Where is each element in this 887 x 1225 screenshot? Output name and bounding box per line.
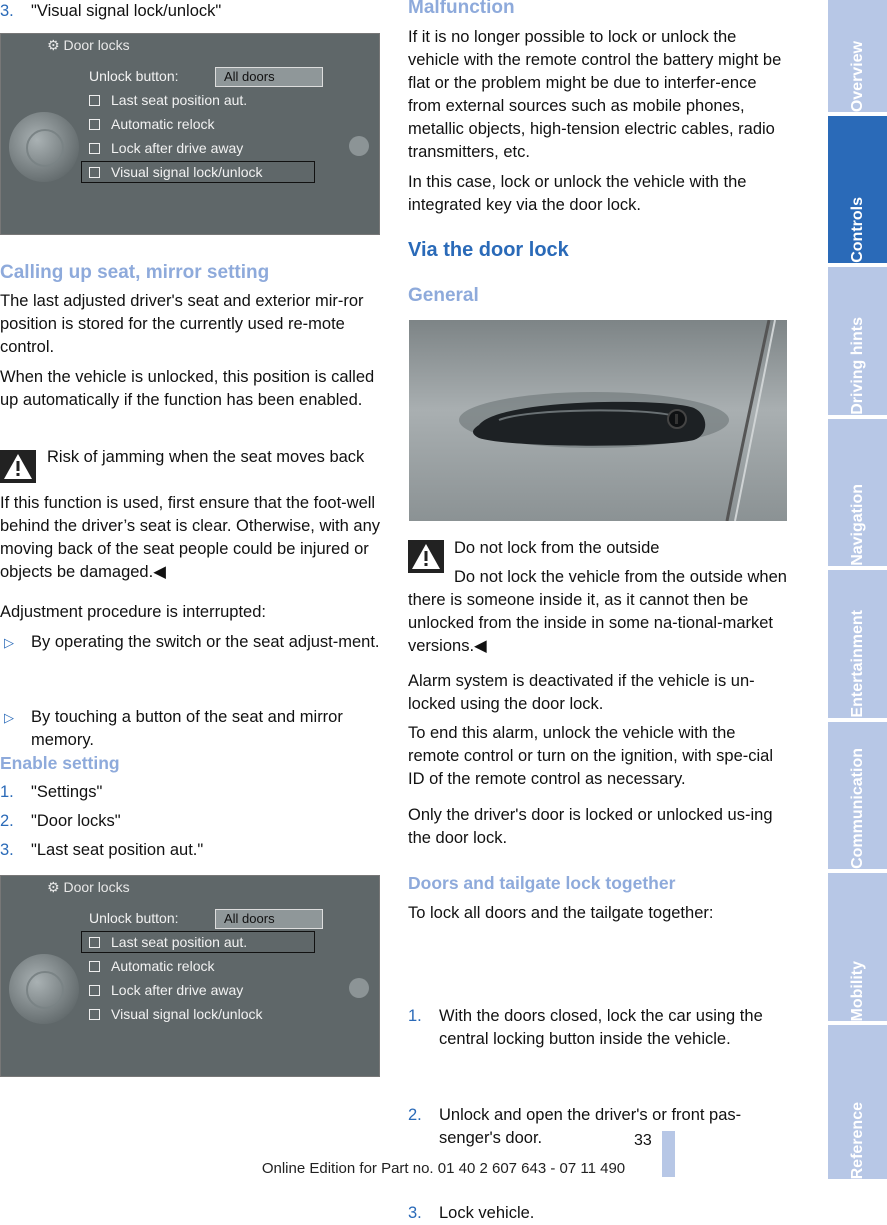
para-malfunction: If it is no longer possible to lock or unlock the vehicle with the remote control the battery might be flat or the problem might be due to interfer-ence from external sources such as mobile phones, metallic objects, high-tension electric cables, radio transmitters, etc. xyxy=(408,28,782,161)
warning-jamming-title: Risk of jamming when the seat moves back xyxy=(47,448,365,466)
unlock-label: Unlock button: xyxy=(89,68,179,84)
tailgate-step-1: 1. With the doors closed, lock the car using the central locking button inside the vehicle. xyxy=(408,1007,763,1048)
footer-edition: Online Edition for Part no. 01 40 2 607 643 - 07 11 490 xyxy=(261,1160,626,1177)
option-visual-signal: Visual signal lock/unlock xyxy=(89,164,263,180)
screen-header: ⚙ Door locks xyxy=(47,37,130,53)
heading-doors-tailgate: Doors and tailgate lock together xyxy=(408,873,676,893)
step-3-last-seat: 3. "Last seat position aut." xyxy=(0,841,204,859)
step-2-door-locks: 2. "Door locks" xyxy=(0,812,121,830)
unlock-value: All doors xyxy=(215,909,323,929)
heading-enable-setting: Enable setting xyxy=(0,753,120,773)
tab-controls[interactable]: Controls xyxy=(828,116,887,263)
heading-malfunction: Malfunction xyxy=(408,0,515,18)
option-lock-after-drive: Lock after drive away xyxy=(89,982,243,998)
option-visual-signal: Visual signal lock/unlock xyxy=(89,1006,263,1022)
para-integrated-key: In this case, lock or unlock the vehicle with the integrated key via the door lock. xyxy=(408,173,747,214)
controller-knob xyxy=(9,112,79,182)
tab-navigation[interactable]: Navigation xyxy=(828,419,887,566)
bullet-switch: ▷ By operating the switch or the seat adjust-ment. xyxy=(4,633,380,651)
step-1-settings: 1. "Settings" xyxy=(0,783,103,801)
tab-communication[interactable]: Communication xyxy=(828,722,887,869)
screen-header: ⚙ Door locks xyxy=(47,879,130,895)
page-number: 33 xyxy=(634,1132,652,1149)
tab-reference[interactable]: Reference xyxy=(828,1025,887,1179)
option-last-seat: Last seat position aut. xyxy=(89,92,247,108)
side-button-icon xyxy=(349,136,369,156)
heading-general: General xyxy=(408,285,479,306)
para-driver-door: Only the driver's door is locked or unlocked us-ing the door lock. xyxy=(408,806,773,847)
option-last-seat: Last seat position aut. xyxy=(89,934,247,950)
heading-via-door-lock: Via the door lock xyxy=(408,239,569,261)
para-interrupted: Adjustment procedure is interrupted: xyxy=(0,603,266,621)
para-end-alarm: To end this alarm, unlock the vehicle with the remote control or turn on the ignition, with spe-cial ID of the remote control as necessary. xyxy=(408,724,774,788)
option-lock-after-drive: Lock after drive away xyxy=(89,140,243,156)
side-button-icon xyxy=(349,978,369,998)
tab-overview[interactable]: Overview xyxy=(828,0,887,112)
unlock-value: All doors xyxy=(215,67,323,87)
para-seat-stored: The last adjusted driver's seat and exterior mir-ror position is stored for the currently used re-mote control. xyxy=(0,292,364,356)
para-seat-unlocked: When the vehicle is unlocked, this position is called up automatically if the function has been enabled. xyxy=(0,368,375,409)
option-auto-relock: Automatic relock xyxy=(89,116,214,132)
door-locks-screen-2 xyxy=(0,875,380,1077)
para-alarm-deactivated: Alarm system is deactivated if the vehicle is un-locked using the door lock. xyxy=(408,672,755,713)
para-tailgate-intro: To lock all doors and the tailgate together: xyxy=(408,904,714,922)
warning-jamming-body: If this function is used, first ensure that the foot-well behind the driver’s seat is clear. Otherwise, with any moving back of the seat people could be injured or objects be damaged.◀ xyxy=(0,494,380,581)
heading-calling-up-seat: Calling up seat, mirror setting xyxy=(0,262,270,283)
option-auto-relock: Automatic relock xyxy=(89,958,214,974)
highlight-box xyxy=(81,161,315,183)
tailgate-step-2: 2. Unlock and open the driver's or front pas-senger's door. xyxy=(408,1106,742,1147)
bullet-memory: ▷ By touching a button of the seat and mirror memory. xyxy=(4,708,343,749)
door-handle-photo xyxy=(409,320,787,521)
tab-driving-hints[interactable]: Driving hints xyxy=(828,267,887,415)
warning-icon xyxy=(0,450,36,483)
tab-entertainment[interactable]: Entertainment xyxy=(828,570,887,718)
tailgate-step-3: 3. Lock vehicle. xyxy=(408,1204,535,1222)
door-locks-screen-1 xyxy=(0,33,380,235)
warning-outside-body: Do not lock the vehicle from the outside when there is someone inside it, as it cannot then be unlocked from the inside in some na-tional-market versions.◀ xyxy=(408,568,787,655)
warning-outside-title: Do not lock from the outside xyxy=(454,539,660,557)
controller-knob xyxy=(9,954,79,1024)
step-3-visual-signal: 3. "Visual signal lock/unlock" xyxy=(0,2,222,20)
highlight-box xyxy=(81,931,315,953)
unlock-label: Unlock button: xyxy=(89,910,179,926)
tab-mobility[interactable]: Mobility xyxy=(828,873,887,1021)
